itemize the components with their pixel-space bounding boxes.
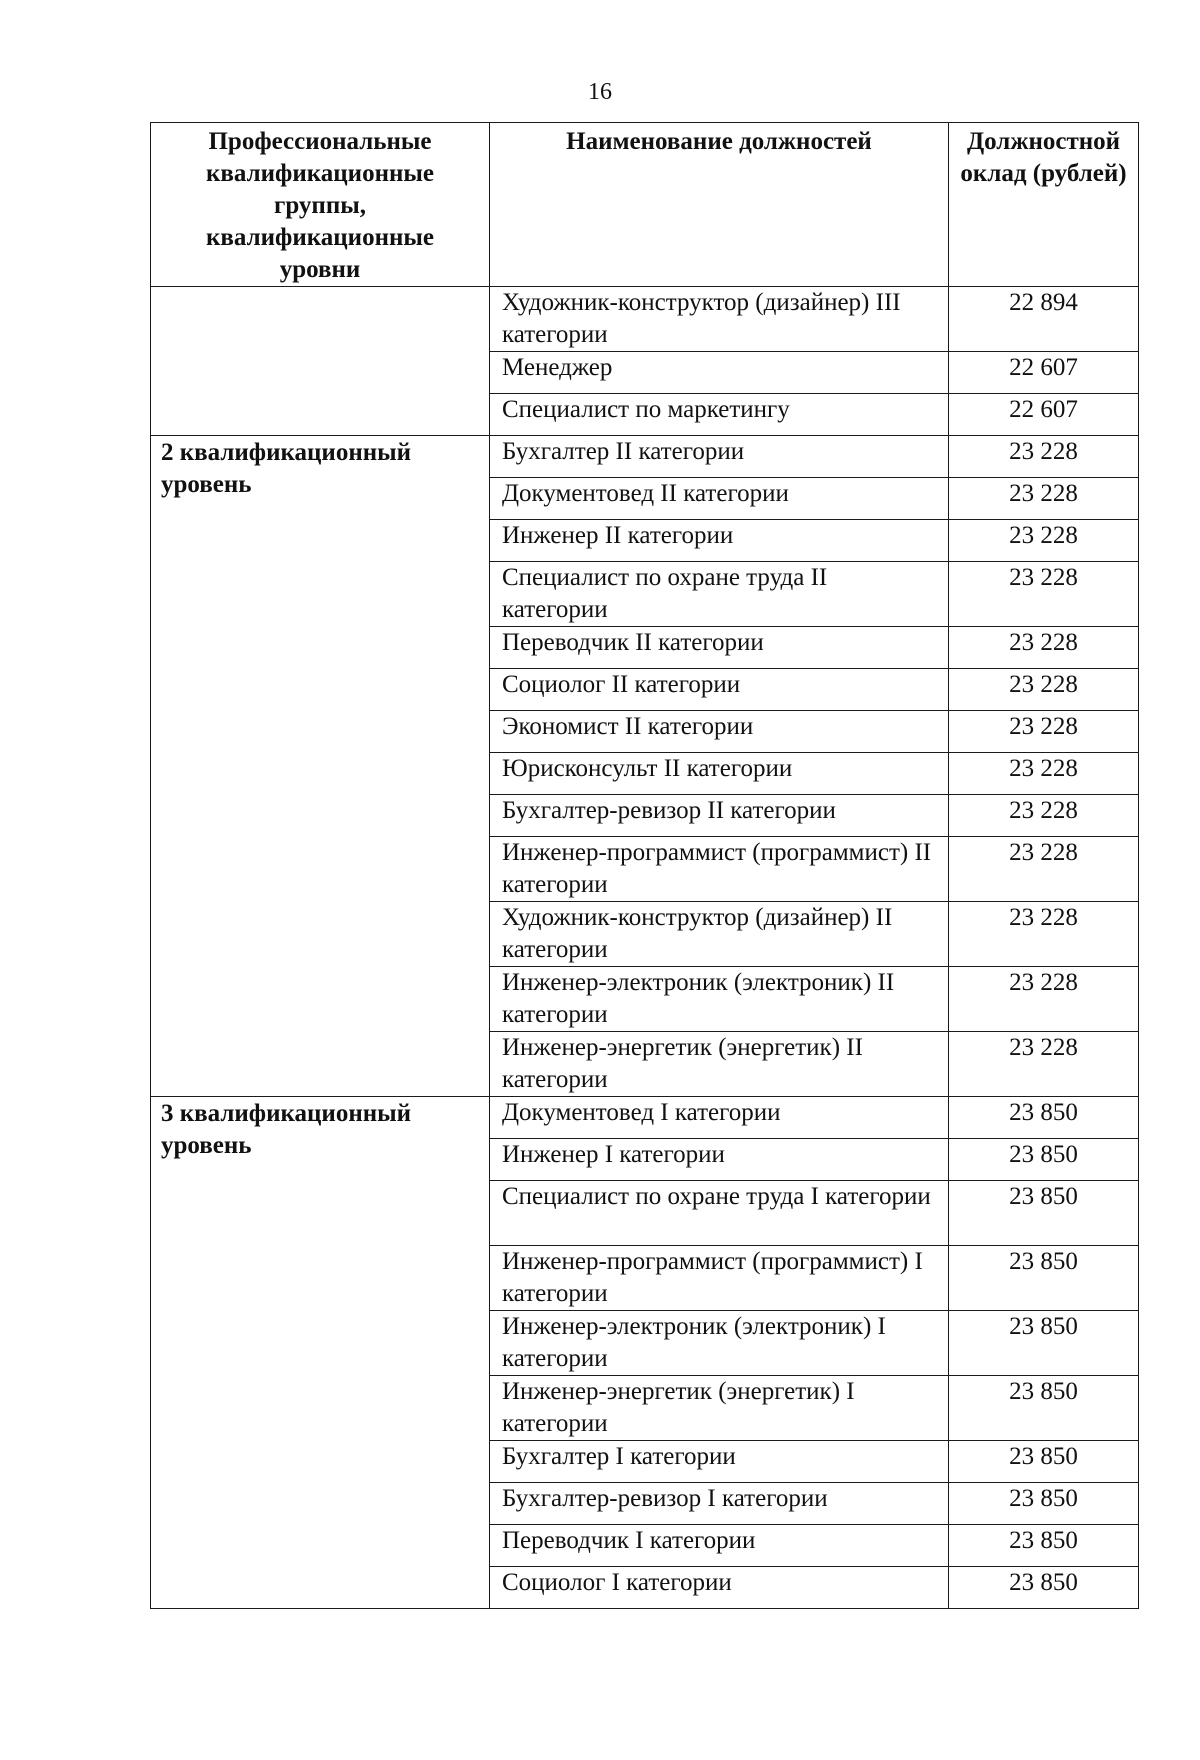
qualification-level-cell: 3 квалификационный уровень (151, 1097, 490, 1609)
salary-cell: 23 228 (949, 1032, 1139, 1097)
header-row (151, 123, 1139, 287)
position-name-cell: Специалист по маркетингу (490, 394, 949, 436)
position-name-cell: Специалист по охране труда II категории (490, 562, 949, 627)
table-row (151, 436, 1139, 478)
position-name-cell: Бухгалтер-ревизор II категории (490, 795, 949, 837)
position-name-cell: Бухгалтер I категории (490, 1441, 949, 1483)
position-name-cell: Переводчик I категории (490, 1525, 949, 1567)
salary-cell: 23 228 (949, 562, 1139, 627)
position-name-cell: Экономист II категории (490, 711, 949, 753)
position-name-cell: Бухгалтер II категории (490, 436, 949, 478)
position-name-cell: Инженер II категории (490, 520, 949, 562)
table-row (151, 287, 1139, 352)
salary-cell: 23 228 (949, 669, 1139, 711)
position-name-cell: Инженер-электроник (электроник) II категории (490, 967, 949, 1032)
salary-cell: 23 228 (949, 837, 1139, 902)
salary-cell: 23 850 (949, 1139, 1139, 1181)
salary-cell: 23 850 (949, 1376, 1139, 1441)
qualification-level-cell (151, 287, 490, 436)
position-name-cell: Менеджер (490, 352, 949, 394)
position-name-cell: Социолог I категории (490, 1567, 949, 1609)
position-name-cell: Инженер I категории (490, 1139, 949, 1181)
salary-cell: 23 228 (949, 478, 1139, 520)
salary-cell: 23 228 (949, 753, 1139, 795)
position-name-cell: Инженер-энергетик (энергетик) I категории (490, 1376, 949, 1441)
salary-cell: 23 850 (949, 1567, 1139, 1609)
table-body (151, 287, 1139, 1609)
salary-cell: 23 228 (949, 711, 1139, 753)
position-name-cell: Социолог II категории (490, 669, 949, 711)
qualification-level-cell: 2 квалификационный уровень (151, 436, 490, 1097)
position-name-cell: Документовед I категории (490, 1097, 949, 1139)
salary-cell: 23 228 (949, 436, 1139, 478)
position-name-cell: Художник-конструктор (дизайнер) III категории (490, 287, 949, 352)
position-name-cell: Переводчик II категории (490, 627, 949, 669)
page-number: 16 (588, 79, 612, 105)
position-name-cell: Специалист по охране труда I категории (490, 1181, 949, 1246)
salary-cell: 23 228 (949, 627, 1139, 669)
position-name-cell: Инженер-программист (программист) II категории (490, 837, 949, 902)
table-row (151, 1097, 1139, 1139)
salary-cell: 22 607 (949, 352, 1139, 394)
salary-cell: 23 850 (949, 1311, 1139, 1376)
salary-cell: 23 228 (949, 520, 1139, 562)
salary-cell: 23 228 (949, 795, 1139, 837)
position-name-cell: Инженер-энергетик (энергетик) II категории (490, 1032, 949, 1097)
position-name-cell: Художник-конструктор (дизайнер) II категории (490, 902, 949, 967)
salary-cell: 23 850 (949, 1181, 1139, 1246)
salary-cell: 23 850 (949, 1441, 1139, 1483)
salary-cell: 23 850 (949, 1097, 1139, 1139)
header-group-column: Профессиональные квалификационные группы, квалификационные уровни (151, 123, 490, 287)
salary-cell: 23 228 (949, 967, 1139, 1032)
position-name-cell: Бухгалтер-ревизор I категории (490, 1483, 949, 1525)
position-name-cell: Инженер-программист (программист) I категории (490, 1246, 949, 1311)
header-position-column: Наименование должностей (490, 123, 949, 287)
header-salary-column: Должностной оклад (рублей) (949, 123, 1139, 287)
salary-cell: 23 228 (949, 902, 1139, 967)
position-name-cell: Юрисконсульт II категории (490, 753, 949, 795)
salary-table (150, 122, 1139, 1609)
position-name-cell: Документовед II категории (490, 478, 949, 520)
salary-cell: 22 607 (949, 394, 1139, 436)
salary-cell: 22 894 (949, 287, 1139, 352)
salary-cell: 23 850 (949, 1525, 1139, 1567)
salary-cell: 23 850 (949, 1246, 1139, 1311)
table-header (151, 123, 1139, 287)
salary-cell: 23 850 (949, 1483, 1139, 1525)
position-name-cell: Инженер-электроник (электроник) I категории (490, 1311, 949, 1376)
